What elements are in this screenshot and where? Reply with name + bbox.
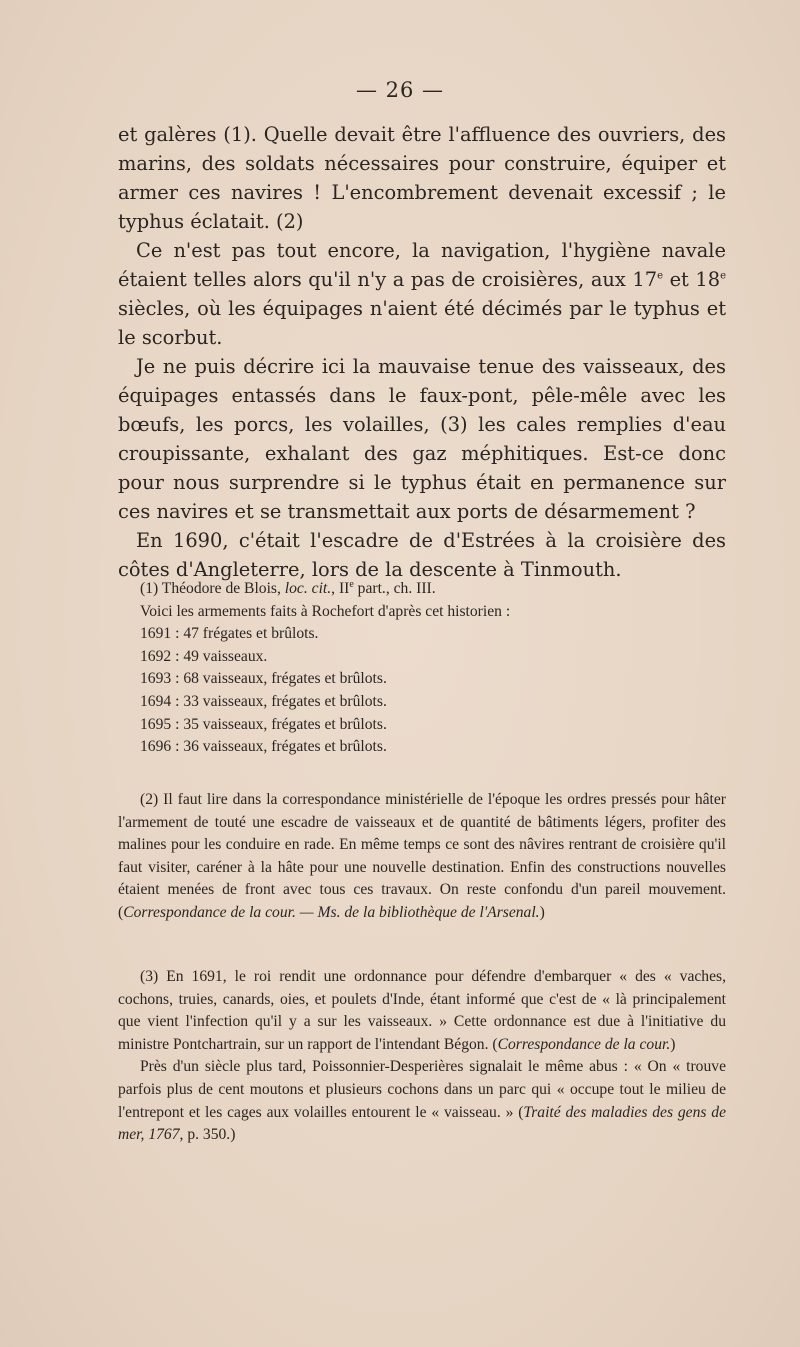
- superscript: e: [720, 270, 727, 282]
- list-item: 1696 : 36 vaisseaux, frégates et brûlots.: [140, 738, 387, 756]
- italic-ref: Correspondance de la cour. — Ms. de la bibliothèque de l'Arsenal.: [123, 903, 540, 921]
- footnote-citation: [118, 578, 726, 601]
- text-run: Ce n'est pas tout encore, la navigation, l'hygiène navale étaient telles alors qu'il n'y a pas de croisières, aux 17: [118, 239, 726, 291]
- page-number: — 26 —: [355, 78, 445, 102]
- text-run: (3) En 1691, le roi rendit une ordonnance pour défendre d'embarquer « des « vaches, cochons, truies, canards, oies, et poulets d'Inde, étant informé que c'est de « là principalement que vient l'infection qu'il y a sur les vaisseaux. » Cette ordonnance est due à l'initiative du ministre Pontchartrain, sur un rapport de l'intendant Bégon. (: [118, 968, 726, 1053]
- footnote-3: [118, 966, 726, 1147]
- paragraph: En 1690, c'était l'escadre de d'Estrées à la croisière des côtes d'Angleterre, lors de la descente à Tinmouth.: [118, 529, 726, 581]
- list-item: 1691 : 47 frégates et brûlots.: [140, 625, 319, 643]
- italic-ref: Correspondance de la cour.: [497, 1035, 671, 1053]
- footnote-text: [118, 966, 726, 1056]
- footnote-2: [118, 789, 726, 925]
- main-text: [118, 120, 726, 584]
- footnote-text: [118, 1056, 726, 1146]
- text-run: (2) Il faut lire dans la correspondance ministérielle de l'époque les ordres pressés pour hâter l'armement de touté une escadre de vaisseaux et de quantité de bâtiments légers, profiter des malines pour les conduire en rade. En même temps ce sont des nâvires rentrant de croisière qu'il faut visiter, caréner à la hâte pour une nouvelle destination. Enfin des constructions nouvelles étaient menées de front avec tous ces travaux. On reste confondu d'un pareil mouvement. (: [118, 791, 726, 921]
- text-run: Près d'un siècle plus tard, Poissonnier-Desperières signalait le même abus : « On « trouve parfois plus de cent moutons et plusieurs cochons dans un parc qui « occupe tout le milieu de l'entrepont et les cages aux volailles entourent le « vaisseau. » (: [118, 1058, 726, 1121]
- superscript: e: [349, 578, 354, 590]
- text-run: et 18: [663, 268, 721, 291]
- italic-ref: loc. cit.: [284, 580, 332, 597]
- superscript: e: [657, 270, 664, 282]
- footnote-text: [118, 789, 726, 925]
- text-run: (1) Théodore de Blois,: [140, 580, 285, 597]
- footnote-1: [118, 578, 726, 759]
- text-run: part., ch. III.: [353, 580, 436, 597]
- list-item: 1695 : 35 vaisseaux, frégates et brûlots.: [140, 715, 387, 733]
- paragraph: et galères (1). Quelle devait être l'affluence des ouvriers, des marins, des soldats nécessaires pour construire, équiper et armer ces navires ! L'encombrement devenait excessif ; le typhus éclatait. (2): [118, 123, 726, 233]
- text-run: , II: [331, 580, 350, 597]
- list-item: 1693 : 68 vaisseaux, frégates et brûlots.: [140, 670, 387, 688]
- text-run: , p. 350.): [179, 1126, 236, 1144]
- text-run: ): [670, 1035, 676, 1053]
- text-run: siècles, où les équipages n'aient été décimés par le typhus et le scorbut.: [118, 297, 726, 349]
- paragraph: [118, 236, 726, 352]
- list-item: 1694 : 33 vaisseaux, frégates et brûlots.: [140, 692, 387, 710]
- text-run: ): [539, 903, 545, 921]
- list-item: 1692 : 49 vaisseaux.: [140, 647, 268, 665]
- paragraph: Je ne puis décrire ici la mauvaise tenue des vaisseaux, des équipages entassés dans le faux-pont, pêle-mêle avec les bœufs, les porcs, les volailles, (3) les cales remplies d'eau croupissante, exhalant des gaz méphitiques. Est-ce donc pour nous surprendre si le typhus était en permanence sur ces navires et se transmettait aux ports de désarmement ?: [118, 355, 726, 523]
- italic-ref: Traité des maladies des gens de mer, 1767: [118, 1103, 726, 1144]
- footnote-line: Voici les armements faits à Rochefort d'après cet historien :: [140, 602, 511, 620]
